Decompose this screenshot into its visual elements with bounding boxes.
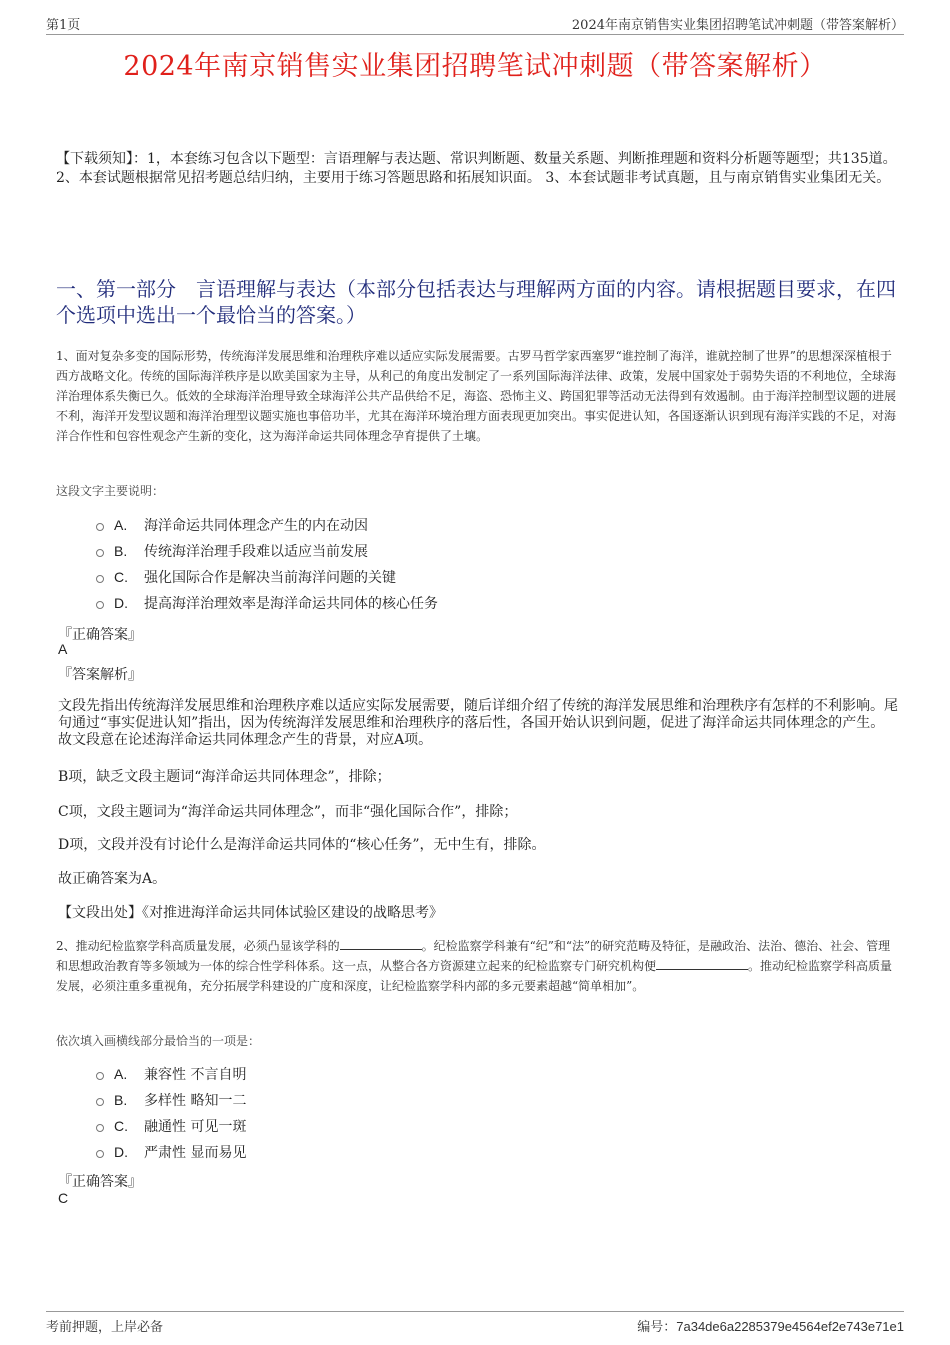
analysis-option-b: B项，缺乏文段主题词“海洋命运共同体理念”，排除； — [58, 769, 391, 785]
option-b[interactable]: B. 传统海洋治理手段难以适应当前发展 — [96, 538, 438, 564]
radio-icon[interactable] — [96, 575, 104, 583]
text-source: 【文段出处】《对推进海洋命运共同体试验区建设的战略思考》 — [58, 905, 443, 921]
radio-icon[interactable] — [96, 1098, 104, 1106]
question-2-options — [96, 1061, 246, 1165]
footer-code: 编号：7a34de6a2285379e4564ef2e743e71e1 — [637, 1319, 904, 1335]
option-c[interactable]: C. 融通性 可见一斑 — [96, 1113, 246, 1139]
question-1-prompt: 这段文字主要说明： — [56, 484, 165, 498]
question-1-options — [96, 512, 438, 616]
analysis-text: 文段先指出传统海洋发展思维和治理秩序难以适应实际发展需要，随后详细介绍了传统的海洋发展思维和治理秩序有怎样的不利影响。尾句通过“事实促进认知”指出，因为传统海洋发展思维和治理秩序的落后性，各国开始认识到问题，促进了海洋命运共同体理念的产生。故文段意在论述海洋命运共同体理念产生的背景，对应A项。 — [58, 698, 898, 748]
radio-icon[interactable] — [96, 1124, 104, 1132]
radio-icon[interactable] — [96, 1150, 104, 1158]
answer-label: 『正确答案』 — [58, 1174, 142, 1190]
option-c[interactable]: C. 强化国际合作是解决当前海洋问题的关键 — [96, 564, 438, 590]
question-2-prompt: 依次填入画横线部分最恰当的一项是： — [56, 1034, 261, 1048]
footer-slogan: 考前押题，上岸必备 — [46, 1320, 164, 1335]
radio-icon[interactable] — [96, 549, 104, 557]
question-1-text: 1、面对复杂多变的国际形势，传统海洋发展思维和治理秩序难以适应实际发展需要。古罗马哲学家西塞罗“谁控制了海洋，谁就控制了世界”的思想深深植根于西方战略文化。传统的国际海洋秩序是以欧美国家为主导，从利己的角度出发制定了一系列国际海洋法律、政策，发展中国家处于弱势失语的不利地位，全球海洋治理体系失衡已久。低效的全球海洋治理导致全球海洋公共产品供给不足，海盗、恐怖主义、跨国犯罪等活动无法得到有效遏制。由于海洋控制型议题的进展不利，海洋开发型议题和海洋治理型议题实施也事倍功半，尤其在海洋环境治理方面表现更加突出。事实促进认知，各国逐渐认识到现有海洋实践的不足，对海洋合作性和包容性观念产生新的变化，这为海洋命运共同体理念孕育提供了土壤。 — [56, 349, 897, 443]
question-2-text: 2、推动纪检监察学科高质量发展，必须凸显该学科的 。纪检监察学科兼有“纪”和“法”的研究范畴及特征，是融政治、法治、德治、社会、管理和思想政治教育等多领域为一体的综合性学科体系。这一点，从整合各方资源建立起来的纪检监察专门研究机构便 。推动纪检监察学科高质量发展，必须注重多重视角，充分拓展学科建设的广度和深度，让纪检监察学科内部的多元要素超越“简单相加”。 — [56, 939, 893, 993]
analysis-option-d: D项，文段并没有讨论什么是海洋命运共同体的“核心任务”，无中生有，排除。 — [58, 837, 546, 853]
option-a[interactable]: A. 兼容性 不言自明 — [96, 1061, 246, 1087]
answer-value: A — [58, 641, 68, 657]
analysis-option-c: C项，文段主题词为“海洋命运共同体理念”，而非“强化国际合作”，排除； — [58, 804, 518, 820]
header-doc-title: 2024年南京销售实业集团招聘笔试冲刺题（带答案解析） — [571, 18, 904, 33]
fill-blank — [656, 957, 748, 970]
answer-value: C — [58, 1190, 69, 1206]
option-d[interactable]: D. 提高海洋治理效率是海洋命运共同体的核心任务 — [96, 590, 438, 616]
radio-icon[interactable] — [96, 1072, 104, 1080]
analysis-label: 『答案解析』 — [58, 667, 142, 683]
option-d[interactable]: D. 严肃性 显而易见 — [96, 1139, 246, 1165]
page-title: 2024年南京销售实业集团招聘笔试冲刺题（带答案解析） — [123, 51, 827, 82]
fill-blank — [340, 937, 422, 950]
page-number: 第1页 — [46, 18, 81, 33]
download-notice: 【下载须知】：1，本套练习包含以下题型：言语理解与表达题、常识判断题、数量关系题、判断推理题和资料分析题等题型；共135道。 2、本套试题根据常见招考题总结归纳，主要用于练习答题思路和拓展知识面。 3、本套试题非考试真题，且与南京销售实业集团无关。 — [56, 151, 897, 186]
radio-icon[interactable] — [96, 601, 104, 609]
page-header — [46, 14, 904, 35]
page-footer — [46, 1311, 904, 1334]
answer-label: 『正确答案』 — [58, 627, 142, 643]
option-b[interactable]: B. 多样性 略知一二 — [96, 1087, 246, 1113]
radio-icon[interactable] — [96, 523, 104, 531]
section-title: 一、第一部分 言语理解与表达（本部分包括表达与理解两方面的内容。请根据题目要求，在四个选项中选出一个最恰当的答案。） — [56, 277, 896, 327]
answer-conclusion: 故正确答案为A。 — [58, 871, 167, 887]
option-a[interactable]: A. 海洋命运共同体理念产生的内在动因 — [96, 512, 438, 538]
